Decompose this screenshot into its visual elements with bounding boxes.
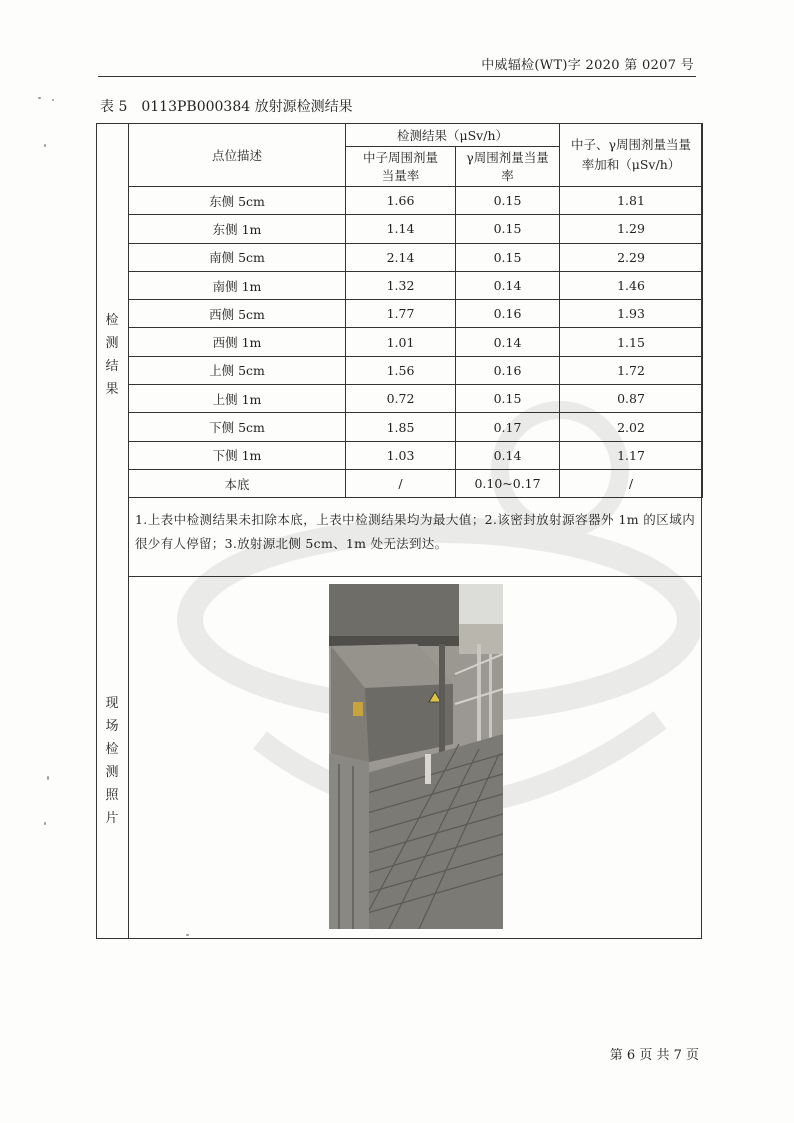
table-number: 表 5: [100, 99, 128, 115]
cell-point: 下侧 1m: [129, 441, 346, 469]
side-label-photo: [96, 692, 128, 830]
table-row: [129, 300, 703, 328]
remark-note: 1.上表中检测结果未扣除本底，上表中检测结果均为最大值；2.该密封放射源容器外 1m 的区域内很少有人停留；3.放射源北侧 5cm、1m 处无法到达。: [135, 512, 695, 551]
cell-neutron: 1.03: [346, 441, 456, 469]
cell-gamma: 0.14: [456, 328, 560, 356]
header-gamma: [456, 147, 560, 187]
table-row: [129, 328, 703, 356]
table-caption: [100, 96, 353, 116]
cell-point: 本底: [129, 469, 346, 497]
cell-point: 上侧 5cm: [129, 356, 346, 384]
header-neutron: [346, 147, 456, 187]
cell-gamma: 0.15: [456, 243, 560, 271]
cell-neutron: 1.66: [346, 187, 456, 215]
table-row: [129, 441, 703, 469]
header-point: 点位描述: [129, 124, 346, 187]
header-sum-label: 中子、γ周围剂量当量率加和（μSv/h）: [571, 137, 691, 172]
cell-point: 东侧 1m: [129, 215, 346, 243]
cell-point: 西侧 1m: [129, 328, 346, 356]
side-label-char: 片: [105, 811, 119, 826]
results-table: [128, 123, 703, 498]
table-row: [129, 187, 703, 215]
table-row: [129, 413, 703, 441]
side-label-char: 结: [105, 359, 119, 374]
table-row: [129, 385, 703, 413]
table-row: [129, 356, 703, 384]
cell-gamma: 0.10~0.17: [456, 469, 560, 497]
table-row: [129, 243, 703, 271]
table-row: [129, 215, 703, 243]
cell-sum: 1.46: [560, 271, 703, 299]
scan-speck: [38, 97, 41, 99]
side-label-char: 检: [105, 742, 119, 757]
cell-sum: 2.02: [560, 413, 703, 441]
scan-speck: [52, 99, 54, 101]
cell-point: 南侧 5cm: [129, 243, 346, 271]
header-sum: [560, 124, 703, 187]
cell-sum: /: [560, 469, 703, 497]
cell-sum: 1.72: [560, 356, 703, 384]
cell-sum: 1.81: [560, 187, 703, 215]
scan-speck: [47, 776, 49, 780]
cell-sum: 0.87: [560, 385, 703, 413]
document-number: 中威辐检(WT)字 2020 第 0207 号: [481, 58, 694, 73]
cell-neutron: 1.85: [346, 413, 456, 441]
cell-gamma: 0.15: [456, 385, 560, 413]
cell-sum: 1.93: [560, 300, 703, 328]
cell-point: 下侧 5cm: [129, 413, 346, 441]
scan-speck: [44, 144, 46, 147]
cell-gamma: 0.15: [456, 187, 560, 215]
side-label-char: 场: [105, 719, 119, 734]
page-footer: 第 6 页 共 7 页: [609, 1048, 699, 1063]
cell-sum: 1.29: [560, 215, 703, 243]
table-title: 0113PB000384 放射源检测结果: [141, 99, 353, 115]
table-row: [129, 469, 703, 497]
cell-point: 东侧 5cm: [129, 187, 346, 215]
cell-sum: 1.15: [560, 328, 703, 356]
table-row: [129, 271, 703, 299]
cell-neutron: 0.72: [346, 385, 456, 413]
header-results-group: 检测结果（μSv/h）: [346, 124, 560, 147]
site-photo-drawing: [329, 584, 503, 929]
cell-point: 西侧 5cm: [129, 300, 346, 328]
side-label-char: 现: [105, 696, 119, 711]
cell-neutron: 1.56: [346, 356, 456, 384]
cell-gamma: 0.14: [456, 271, 560, 299]
header-neutron-label: 中子周围剂量当量率: [362, 149, 438, 183]
header-rule: [98, 76, 696, 77]
side-label-char: 测: [105, 336, 119, 351]
side-label-char: 检: [105, 313, 119, 328]
cell-neutron: 2.14: [346, 243, 456, 271]
side-label-char: 果: [105, 382, 119, 397]
cell-sum: 2.29: [560, 243, 703, 271]
side-label-char: 照: [105, 788, 119, 803]
cell-sum: 1.17: [560, 441, 703, 469]
cell-gamma: 0.16: [456, 356, 560, 384]
cell-neutron: 1.01: [346, 328, 456, 356]
cell-gamma: 0.17: [456, 413, 560, 441]
cell-neutron: 1.32: [346, 271, 456, 299]
scan-speck: [44, 822, 46, 825]
cell-gamma: 0.14: [456, 441, 560, 469]
cell-neutron: /: [346, 469, 456, 497]
cell-neutron: 1.14: [346, 215, 456, 243]
cell-neutron: 1.77: [346, 300, 456, 328]
cell-point: 上侧 1m: [129, 385, 346, 413]
cell-point: 南侧 1m: [129, 271, 346, 299]
cell-gamma: 0.16: [456, 300, 560, 328]
side-label-results: [96, 309, 128, 401]
header-gamma-label: γ周围剂量当量率: [466, 149, 549, 183]
photo-section-divider: [128, 576, 701, 577]
cell-gamma: 0.15: [456, 215, 560, 243]
site-photo: [329, 584, 503, 929]
side-label-char: 测: [105, 765, 119, 780]
